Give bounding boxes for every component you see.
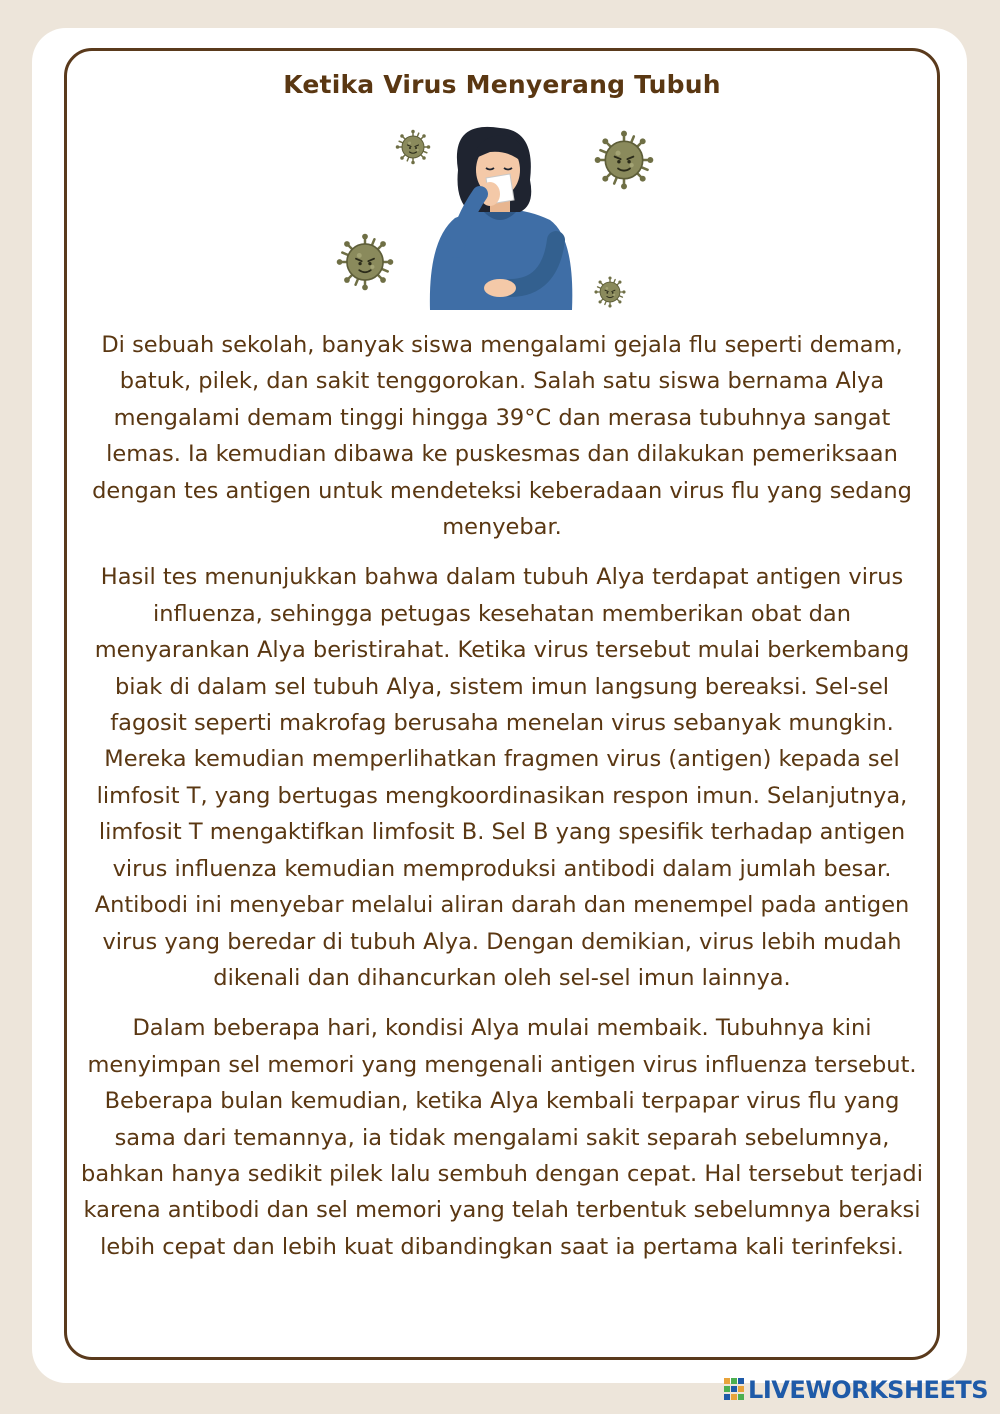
virus-icon bbox=[595, 131, 654, 190]
sick-person-illustration bbox=[330, 120, 670, 320]
watermark-text: LIVEWORKSHEETS bbox=[748, 1376, 988, 1404]
liveworksheets-watermark bbox=[723, 1376, 988, 1404]
story-text bbox=[76, 327, 928, 1279]
virus-icon bbox=[396, 130, 431, 165]
virus-icon bbox=[594, 276, 625, 307]
paragraph: Dalam beberapa hari, kondisi Alya mulai membaik. Tubuhnya kini menyimpan sel memori yang mengenali antigen virus influenza tersebut. Beberapa bulan kemudian, ketika Alya kembali terpapar virus flu yang sama dari temannya, ia tidak mengalami sakit separah sebelumnya, bahkan hanya sedikit pilek lalu sembuh dengan cepat. Hal tersebut terjadi karena antibodi dan sel memori yang telah terbentuk sebelumnya beraksi lebih cepat dan lebih kuat dibandingkan saat ia pertama kali terinfeksi. bbox=[81, 1015, 923, 1260]
page-title: Ketika Virus Menyerang Tubuh bbox=[283, 70, 721, 99]
paragraph: Di sebuah sekolah, banyak siswa mengalami gejala flu seperti demam, batuk, pilek, dan sakit tenggorokan. Salah satu siswa bernama Alya mengalami demam tinggi hingga 39°C dan merasa tubuhnya sangat lemas. Ia kemudian dibawa ke puskesmas dan dilakukan pemeriksaan dengan tes antigen untuk mendeteksi keberadaan virus flu yang sedang menyebar. bbox=[92, 332, 912, 541]
paragraph: Hasil tes menunjukkan bahwa dalam tubuh Alya terdapat antigen virus influenza, sehingga petugas kesehatan memberikan obat dan menyarankan Alya beristirahat. Ketika virus tersebut mulai berkembang biak di dalam sel tubuh Alya, sistem imun langsung bereaksi. Sel-sel fagosit seperti makrofag berusaha menelan virus sebanyak mungkin. Mereka kemudian memperlihatkan fragmen virus (antigen) kepada sel limfosit T, yang bertugas mengkoordinasikan respon imun. Selanjutnya, limfosit T mengaktifkan limfosit B. Sel B yang spesifik terhadap antigen virus influenza kemudian memproduksi antibodi dalam jumlah besar. Antibodi ini menyebar melalui aliran darah dan menempel pada antigen virus yang beredar di tubuh Alya. Dengan demikian, virus lebih mudah dikenali dan dihancurkan oleh sel-sel imun lainnya. bbox=[94, 564, 910, 991]
liveworksheets-logo-icon bbox=[723, 1377, 745, 1403]
virus-icon bbox=[337, 234, 394, 291]
